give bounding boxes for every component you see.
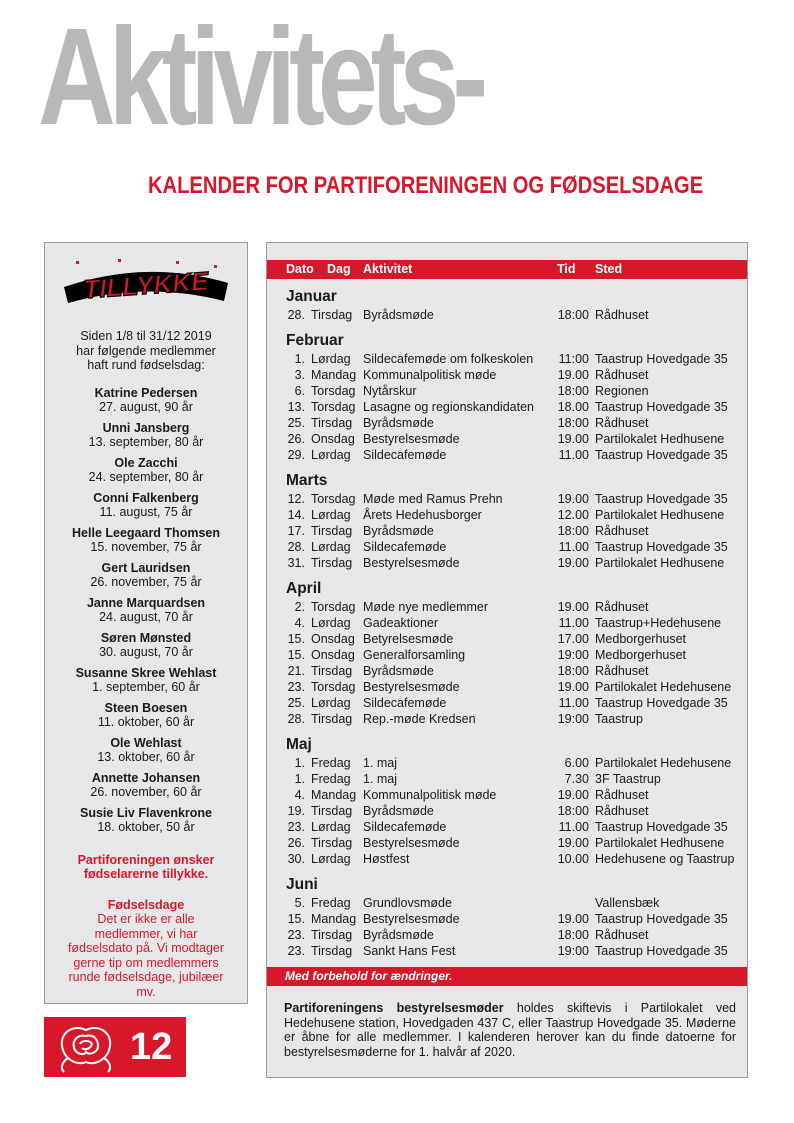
cell-place: Rådhuset	[595, 524, 649, 538]
cell-day: Onsdag	[311, 648, 355, 662]
page-number: 12	[130, 1026, 173, 1068]
cell-place: Vallensbæk	[595, 896, 660, 910]
cell-day: Lørdag	[311, 820, 351, 834]
cell-place: Taastrup Hovedgade 35	[595, 492, 728, 506]
cell-place: Regionen	[595, 384, 649, 398]
cell-activity: Bestyrelsesmøde	[363, 432, 460, 446]
cell-activity: Byrådsmøde	[363, 524, 434, 538]
member-detail: 13. september, 80 år	[88, 435, 204, 449]
cell-place: Taastrup Hovedgade 35	[595, 912, 728, 926]
month-section	[267, 875, 747, 959]
cell-date: 23.	[287, 928, 305, 942]
cell-activity: Nytårskur	[363, 384, 417, 398]
cell-day: Torsdag	[311, 384, 356, 398]
month-section	[267, 471, 747, 571]
member-detail: 18. oktober, 50 år	[97, 820, 195, 834]
member-name: Søren Mønsted	[100, 630, 192, 645]
calendar-row	[267, 755, 747, 771]
cell-place: Rådhuset	[595, 368, 649, 382]
cell-day: Tirsdag	[311, 308, 353, 322]
cell-activity: Høstfest	[363, 852, 410, 866]
cell-date: 26.	[287, 432, 305, 446]
cell-day: Onsdag	[311, 432, 355, 446]
cell-date: 14.	[287, 508, 305, 522]
cell-day: Lørdag	[311, 540, 351, 554]
cell-place: Taastrup Hovedgade 35	[595, 448, 728, 462]
cell-day: Tirsdag	[311, 836, 353, 850]
cell-date: 23.	[287, 820, 305, 834]
calendar-row	[267, 695, 747, 711]
member-detail: 26. november, 75 år	[90, 575, 202, 589]
cell-activity: Byrådsmøde	[363, 308, 434, 322]
cell-time: 18:00	[557, 384, 589, 398]
cell-day: Onsdag	[311, 632, 355, 646]
birthday-member	[45, 771, 247, 800]
cell-date: 28.	[287, 540, 305, 554]
member-detail: 11. oktober, 60 år	[97, 715, 195, 729]
cell-activity: Sildecafemøde	[363, 448, 447, 462]
cell-time: 6.00	[564, 756, 589, 770]
cell-time: 10.00	[557, 852, 589, 866]
month-heading: Marts	[286, 472, 328, 489]
cell-time: 18:00	[557, 416, 589, 430]
calendar-row	[267, 679, 747, 695]
cell-place: Taastrup Hovedgade 35	[595, 540, 728, 554]
calendar-row	[267, 771, 747, 787]
cell-activity: Kommunalpolitisk møde	[363, 368, 497, 382]
cell-place: Rådhuset	[595, 416, 649, 430]
cell-day: Lørdag	[311, 448, 351, 462]
birthday-member	[45, 666, 247, 695]
cell-date: 4.	[294, 788, 305, 802]
calendar-row	[267, 895, 747, 911]
birthday-member	[45, 561, 247, 590]
member-name: Gert Lauridsen	[101, 560, 191, 575]
member-name: Unni Jansberg	[102, 420, 190, 435]
member-name: Susanne Skree Wehlast	[75, 665, 217, 680]
cell-activity: Rep.-møde Kredsen	[363, 712, 476, 726]
cell-day: Tirsdag	[311, 524, 353, 538]
fodselsdage-heading: Fødselsdage	[107, 897, 185, 912]
cell-time: 18:00	[557, 524, 589, 538]
page-number-badge	[44, 1017, 186, 1077]
page-subtitle: KALENDER FOR PARTIFORENINGEN OG FØDSELSDAGE	[148, 172, 704, 199]
calendar-row	[267, 663, 747, 679]
birthday-member	[45, 526, 247, 555]
cell-day: Tirsdag	[311, 556, 353, 570]
cell-activity: Kommunalpolitisk møde	[363, 788, 497, 802]
calendar-row	[267, 555, 747, 571]
cell-place: Taastrup Hovedgade 35	[595, 696, 728, 710]
cell-date: 31.	[287, 556, 305, 570]
birthday-member	[45, 736, 247, 765]
member-name: Annette Johansen	[91, 770, 201, 785]
cell-day: Lørdag	[311, 352, 351, 366]
calendar-body	[267, 287, 747, 967]
calendar-row	[267, 911, 747, 927]
cell-day: Torsdag	[311, 400, 356, 414]
cell-day: Tirsdag	[311, 928, 353, 942]
calendar-row	[267, 851, 747, 867]
cell-date: 17.	[287, 524, 305, 538]
cell-time: 17.00	[557, 632, 589, 646]
cell-place: Taastrup+Hedehusene	[595, 616, 722, 630]
cell-time: 12.00	[557, 508, 589, 522]
birthday-wish: Partiforeningen ønsker fødselarerne tillykke.	[77, 852, 215, 881]
cell-date: 23.	[287, 944, 305, 958]
cell-activity: Sankt Hans Fest	[363, 944, 456, 958]
calendar-row	[267, 943, 747, 959]
cell-time: 19:00	[557, 944, 589, 958]
cell-time: 7.30	[564, 772, 589, 786]
cell-date: 1.	[294, 772, 305, 786]
cell-date: 5.	[294, 896, 305, 910]
calendar-row	[267, 711, 747, 727]
cell-time: 11.00	[558, 448, 589, 462]
month-heading: April	[286, 580, 322, 597]
col-date-header: Dato	[286, 262, 314, 276]
calendar-header	[267, 260, 747, 279]
cell-time: 11.00	[558, 696, 589, 710]
cell-time: 18:00	[557, 804, 589, 818]
birthday-member	[45, 421, 247, 450]
cell-date: 25.	[287, 416, 305, 430]
cell-activity: Sildecafemøde om folkeskolen	[363, 352, 534, 366]
board-meeting-note-bold: Partiforeningens bestyrelsesmøder	[284, 1001, 504, 1015]
cell-day: Fredag	[311, 772, 351, 786]
cell-date: 25.	[287, 696, 305, 710]
cell-place: 3F Taastrup	[595, 772, 661, 786]
page-title: Aktivitets-	[38, 0, 482, 154]
member-detail: 26. november, 60 år	[90, 785, 202, 799]
calendar-row	[267, 539, 747, 555]
calendar-row	[267, 819, 747, 835]
cell-activity: Sildecafemøde	[363, 696, 447, 710]
birthday-panel	[44, 242, 248, 1004]
calendar-row	[267, 835, 747, 851]
cell-day: Lørdag	[311, 508, 351, 522]
board-meeting-note	[284, 1001, 736, 1059]
cell-date: 29.	[287, 448, 305, 462]
birthday-member	[45, 386, 247, 415]
cell-place: Partilokalet Hedhusene	[595, 508, 725, 522]
col-day-header: Dag	[327, 262, 351, 276]
calendar-row	[267, 447, 747, 463]
calendar-panel	[266, 242, 748, 1078]
cell-date: 23.	[287, 680, 305, 694]
cell-time: 19:00	[557, 712, 589, 726]
cell-time: 19.00	[557, 492, 589, 506]
tillykke-logo-graphic	[56, 257, 236, 305]
member-detail: 13. oktober, 60 år	[97, 750, 195, 764]
cell-time: 19.00	[557, 368, 589, 382]
member-detail: 1. september, 60 år	[92, 680, 200, 694]
cell-place: Rådhuset	[595, 308, 649, 322]
cell-time: 19.00	[557, 836, 589, 850]
member-name: Ole Zacchi	[114, 455, 178, 470]
calendar-row	[267, 787, 747, 803]
member-name: Susie Liv Flavenkrone	[80, 805, 212, 820]
cell-activity: Gadeaktioner	[363, 616, 439, 630]
cell-place: Partilokalet Hedhusene	[595, 432, 725, 446]
cell-place: Rådhuset	[595, 928, 649, 942]
birthday-member	[45, 631, 247, 660]
member-detail: 24. september, 80 år	[88, 470, 204, 484]
col-time-header: Tid	[557, 262, 576, 276]
calendar-row	[267, 803, 747, 819]
cell-activity: 1. maj	[363, 756, 398, 770]
cell-date: 12.	[287, 492, 305, 506]
cell-place: Rådhuset	[595, 600, 649, 614]
cell-place: Rådhuset	[595, 664, 649, 678]
calendar-row	[267, 647, 747, 663]
cell-date: 1.	[294, 756, 305, 770]
cell-day: Tirsdag	[311, 944, 353, 958]
cell-time: 19.00	[557, 600, 589, 614]
cell-place: Rådhuset	[595, 804, 649, 818]
cell-place: Partilokalet Hedehusene	[595, 756, 732, 770]
calendar-row	[267, 351, 747, 367]
cell-time: 18.00	[557, 400, 589, 414]
cell-day: Tirsdag	[311, 416, 353, 430]
cell-date: 19.	[287, 804, 305, 818]
col-activity-header: Aktivitet	[363, 262, 413, 276]
cell-place: Medborgerhuset	[595, 648, 687, 662]
birthday-member	[45, 491, 247, 520]
cell-date: 2.	[294, 600, 305, 614]
cell-place: Partilokalet Hedhusene	[595, 836, 725, 850]
cell-date: 15.	[287, 912, 305, 926]
cell-activity: Byrådsmøde	[363, 804, 434, 818]
cell-activity: Betyrelsesmøde	[363, 632, 454, 646]
cell-date: 15.	[287, 648, 305, 662]
cell-day: Tirsdag	[311, 804, 353, 818]
rose-icon	[54, 1022, 118, 1074]
cell-activity: Sildecafemøde	[363, 820, 447, 834]
member-detail: 15. november, 75 år	[90, 540, 202, 554]
cell-day: Torsdag	[311, 600, 356, 614]
cell-time: 18:00	[557, 928, 589, 942]
cell-place: Taastrup Hovedgade 35	[595, 944, 728, 958]
cell-date: 1.	[294, 352, 305, 366]
cell-activity: Bestyrelsesmøde	[363, 556, 460, 570]
member-detail: 11. august, 75 år	[99, 505, 193, 519]
month-heading: Maj	[286, 736, 312, 753]
month-section	[267, 287, 747, 323]
svg-text:TILLYKKE: TILLYKKE	[82, 265, 210, 305]
cell-time: 19.00	[557, 556, 589, 570]
cell-activity: Sildecafemøde	[363, 540, 447, 554]
cell-activity: Møde nye medlemmer	[363, 600, 489, 614]
cell-date: 13.	[287, 400, 305, 414]
calendar-row	[267, 599, 747, 615]
cell-time: 19.00	[557, 788, 589, 802]
cell-activity: Møde med Ramus Prehn	[363, 492, 503, 506]
cell-date: 4.	[294, 616, 305, 630]
member-name: Janne Marquardsen	[86, 595, 206, 610]
cell-date: 28.	[287, 712, 305, 726]
cell-day: Torsdag	[311, 680, 356, 694]
cell-time: 11.00	[558, 540, 589, 554]
cell-date: 3.	[294, 368, 305, 382]
cell-date: 28.	[287, 308, 305, 322]
cell-day: Fredag	[311, 896, 351, 910]
cell-time: 11.00	[558, 820, 589, 834]
birthday-member	[45, 806, 247, 835]
cell-time: 11:00	[558, 352, 589, 366]
member-name: Conni Falkenberg	[93, 490, 199, 505]
month-section	[267, 331, 747, 463]
calendar-row	[267, 491, 747, 507]
board-meeting-note-text: holdes skiftevis i Partilokalet ved Hedehusene station, Hovedgaden 437 C, eller Taastrup Hovedgade 35. Møderne er åbne for alle medlemmer. I kalenderen herover kan du finde datoerne for bestyrelsesmøderne for 1. halvår af 2020.	[284, 1001, 736, 1059]
calendar-row	[267, 307, 747, 323]
cell-place: Rådhuset	[595, 788, 649, 802]
member-detail: 27. august, 90 år	[99, 400, 193, 414]
calendar-row	[267, 399, 747, 415]
member-name: Ole Wehlast	[110, 735, 182, 750]
cell-date: 15.	[287, 632, 305, 646]
cell-day: Mandag	[311, 788, 357, 802]
birthday-member	[45, 456, 247, 485]
calendar-row	[267, 431, 747, 447]
cell-activity: Byrådsmøde	[363, 416, 434, 430]
cell-day: Lørdag	[311, 696, 351, 710]
tillykke-logo	[56, 257, 236, 305]
cell-place: Taastrup	[595, 712, 643, 726]
cell-date: 26.	[287, 836, 305, 850]
birthday-list	[45, 386, 247, 835]
birthday-member	[45, 596, 247, 625]
cell-date: 21.	[287, 664, 305, 678]
cell-time: 19.00	[557, 432, 589, 446]
calendar-row	[267, 523, 747, 539]
cell-place: Taastrup Hovedgade 35	[595, 352, 728, 366]
cell-place: Medborgerhuset	[595, 632, 687, 646]
calendar-row	[267, 367, 747, 383]
member-name: Steen Boesen	[104, 700, 188, 715]
cell-place: Hedehusene og Taastrup	[595, 852, 735, 866]
cell-activity: Lasagne og regionskandidaten	[363, 400, 534, 414]
cell-place: Taastrup Hovedgade 35	[595, 400, 728, 414]
member-detail: 24. august, 70 år	[99, 610, 193, 624]
cell-time: 11.00	[558, 616, 589, 630]
col-place-header: Sted	[595, 262, 623, 276]
cell-activity: Bestyrelsesmøde	[363, 912, 460, 926]
cell-activity: Årets Hedehusborger	[363, 508, 482, 522]
cell-place: Partilokalet Hedehusene	[595, 680, 732, 694]
month-section	[267, 579, 747, 727]
cell-place: Taastrup Hovedgade 35	[595, 820, 728, 834]
member-name: Helle Leegaard Thomsen	[72, 525, 220, 540]
cell-day: Lørdag	[311, 852, 351, 866]
cell-activity: Grundlovsmøde	[363, 896, 452, 910]
cell-activity: Bestyrelsesmøde	[363, 680, 460, 694]
cell-day: Lørdag	[311, 616, 351, 630]
calendar-row	[267, 415, 747, 431]
cell-time: 19.00	[557, 680, 589, 694]
calendar-row	[267, 507, 747, 523]
cell-day: Fredag	[311, 756, 351, 770]
cell-day: Torsdag	[311, 492, 356, 506]
cell-date: 30.	[287, 852, 305, 866]
cell-activity: Byrådsmøde	[363, 928, 434, 942]
birthday-intro: Siden 1/8 til 31/12 2019 har følgende medlemmer haft rund fødselsdag:	[76, 329, 216, 372]
cell-activity: Byrådsmøde	[363, 664, 434, 678]
month-heading: Februar	[286, 332, 344, 349]
cell-day: Tirsdag	[311, 664, 353, 678]
calendar-row	[267, 615, 747, 631]
calendar-row	[267, 631, 747, 647]
calendar-row	[267, 383, 747, 399]
member-name: Katrine Pedersen	[94, 385, 198, 400]
cell-activity: Generalforsamling	[363, 648, 466, 662]
fodselsdage-text: Det er ikke er alle medlemmer, vi har fødselsdato på. Vi modtager gerne tip om medlemmers runde fødselsdage, jubilæer mv.	[67, 912, 225, 999]
birthday-member	[45, 701, 247, 730]
cell-activity: 1. maj	[363, 772, 398, 786]
cell-time: 18:00	[557, 664, 589, 678]
cell-place: Partilokalet Hedhusene	[595, 556, 725, 570]
calendar-row	[267, 927, 747, 943]
member-detail: 30. august, 70 år	[99, 645, 193, 659]
month-heading: Januar	[286, 288, 337, 305]
cell-day: Mandag	[311, 368, 357, 382]
cell-time: 19:00	[557, 648, 589, 662]
cell-time: 18:00	[557, 308, 589, 322]
cell-day: Tirsdag	[311, 712, 353, 726]
cell-activity: Bestyrelsesmøde	[363, 836, 460, 850]
notice-banner: Med forbehold for ændringer.	[267, 967, 747, 986]
cell-day: Mandag	[311, 912, 357, 926]
cell-date: 6.	[294, 384, 305, 398]
cell-time: 19.00	[557, 912, 589, 926]
month-section	[267, 735, 747, 867]
month-heading: Juni	[286, 876, 318, 893]
